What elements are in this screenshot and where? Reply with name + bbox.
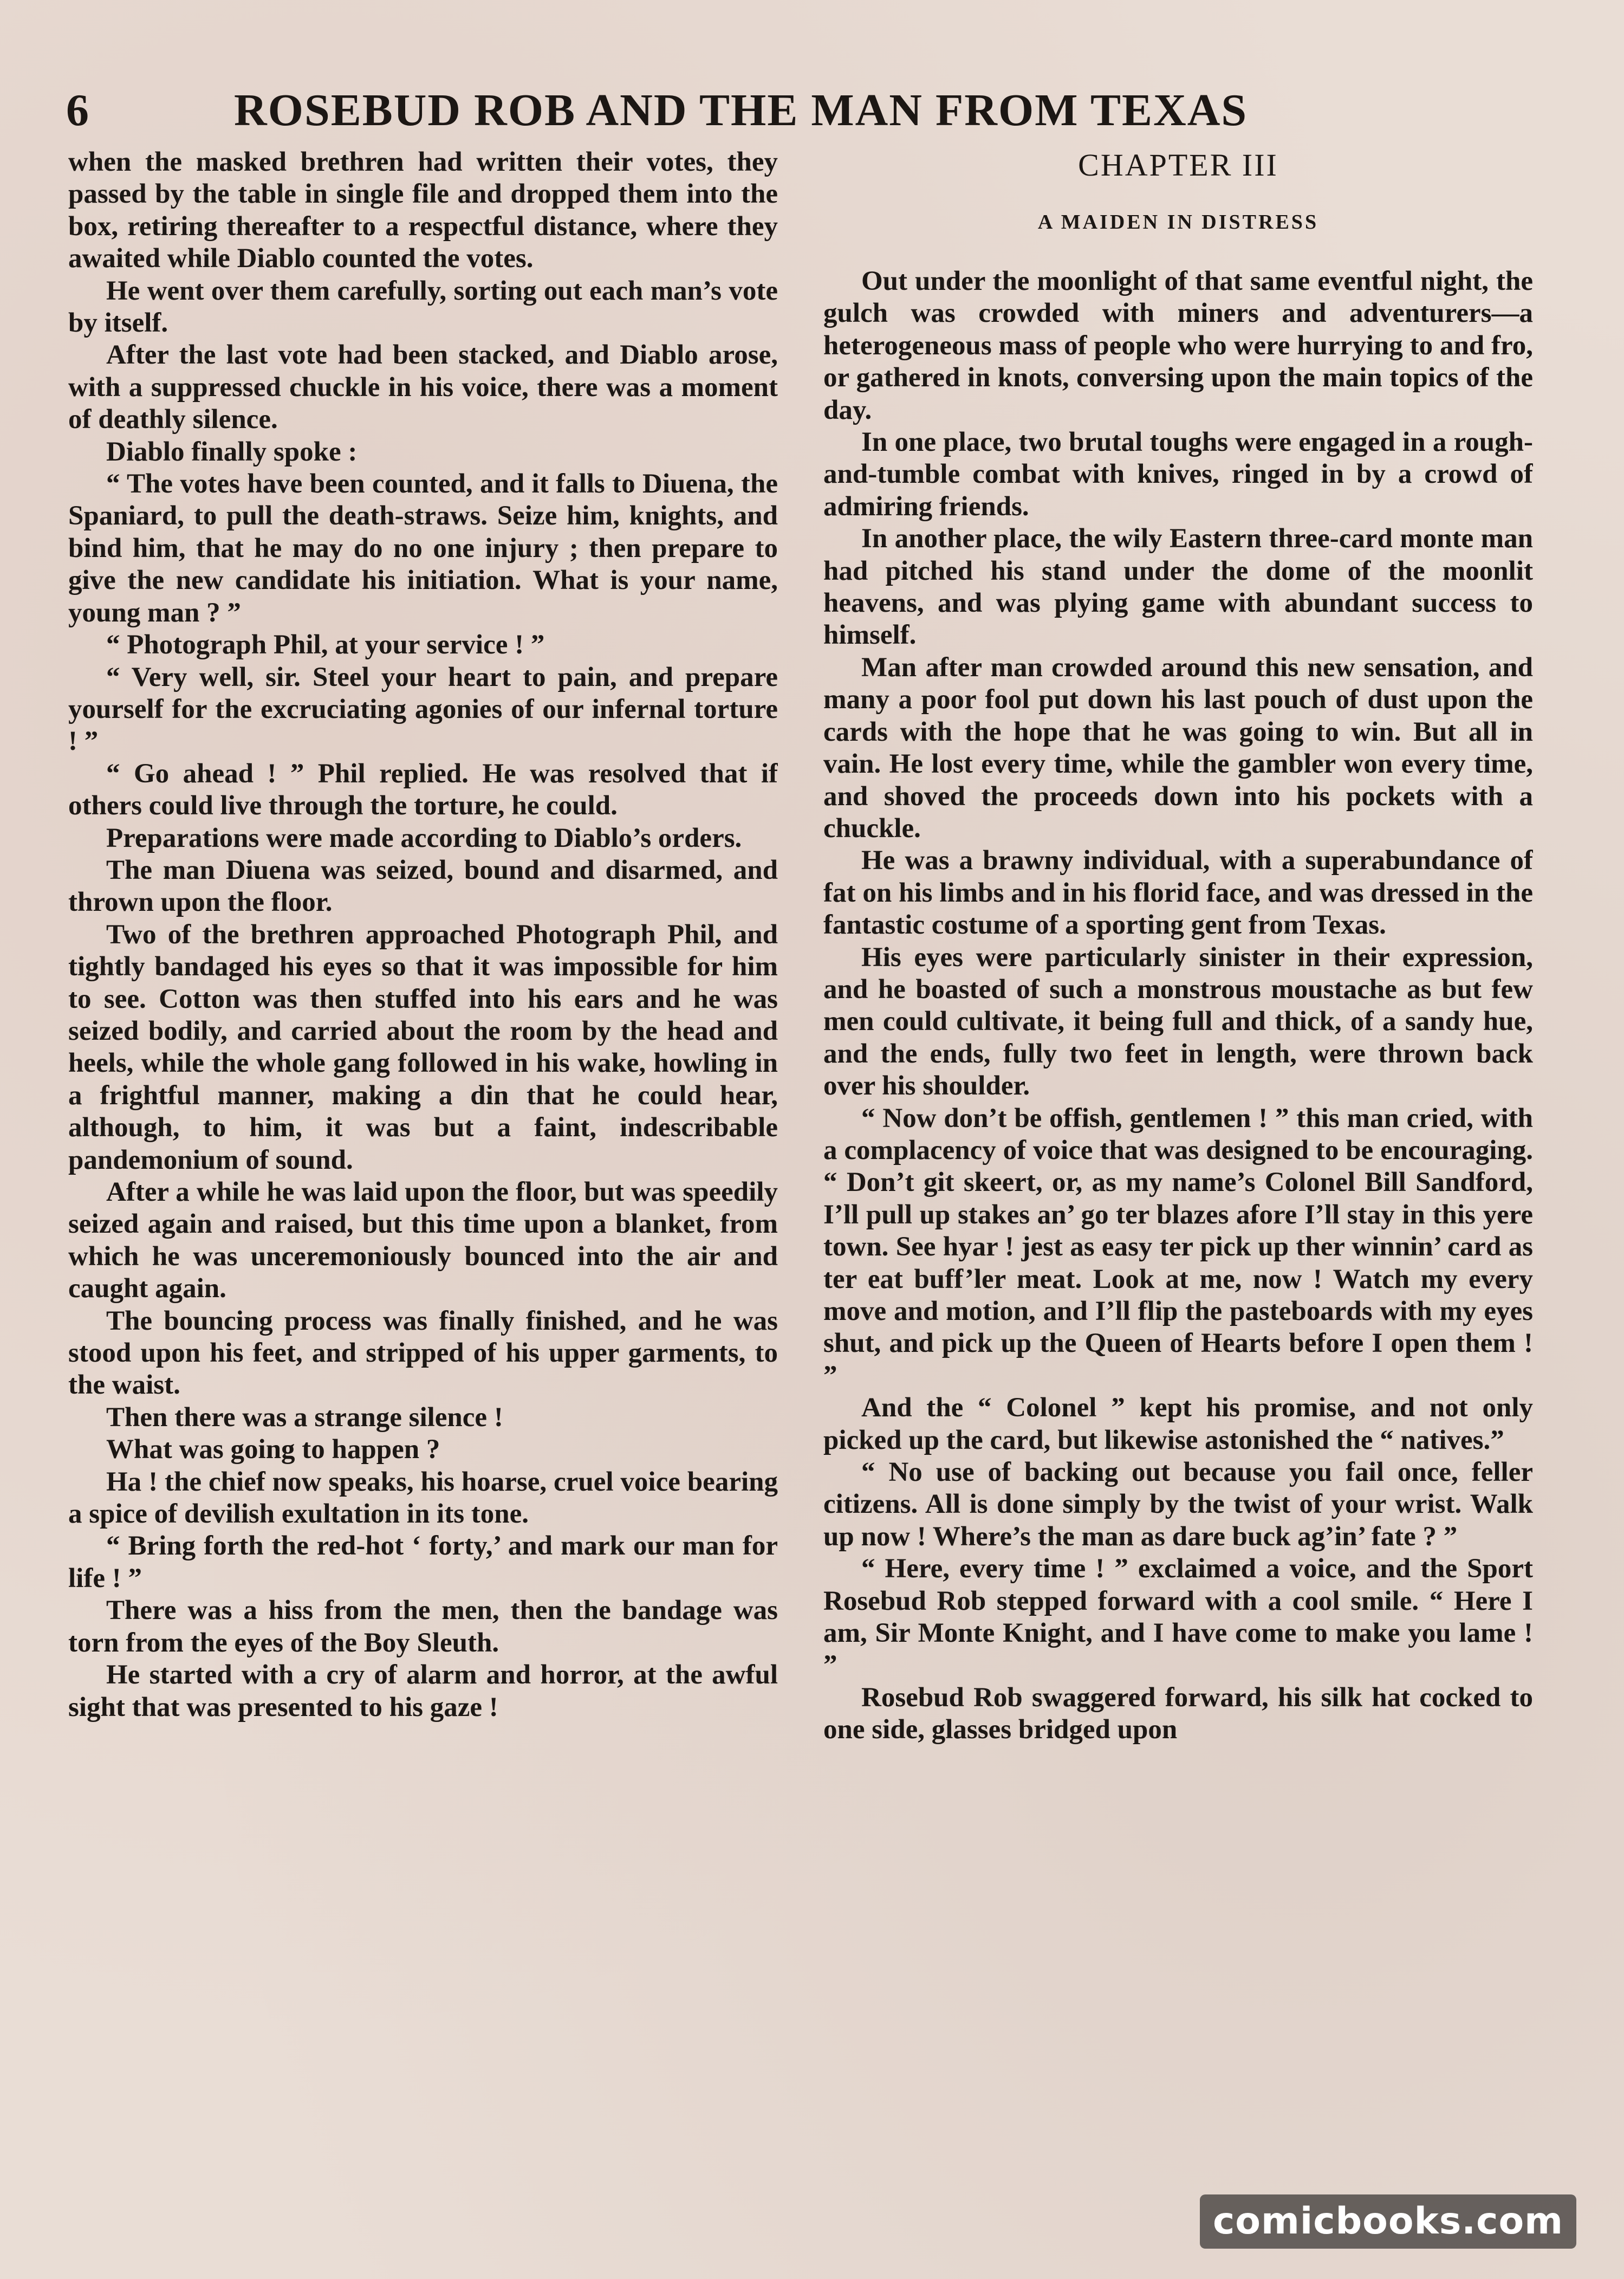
chapter-subtitle: A MAIDEN IN DISTRESS	[1037, 211, 1319, 234]
paragraph: His eyes were particularly sinister in their expression, and he boasted of such a monstrous moustache as but few men could cultivate, it being full and thick, of a sandy hue, and the ends, fully two feet in length, were thrown back over his shoulder.	[823, 942, 1533, 1102]
paragraph: After the last vote had been stacked, and Diablo arose, with a suppressed chuckle in his voice, there was a moment of deathly silence.	[68, 340, 778, 435]
paragraph: The man Diuena was seized, bound and disarmed, and thrown upon the floor.	[68, 854, 778, 918]
paragraph: Two of the brethren approached Photograph Phil, and tightly bandaged his eyes so that it was impossible for him to see. Cotton was then stuffed into his ears and he was seized bodily, and carried about the room by the head and heels, while the whole gang followed in his wake, howling in a frightful manner, making a din that he could hear, although, to him, it was but a faint, indescribable pandemonium of sound.	[68, 919, 778, 1175]
paragraph: “ Very well, sir. Steel your heart to pain, and prepare yourself for the excruciating agonies of our infernal torture ! ”	[68, 662, 778, 757]
paragraph: He was a brawny individual, with a superabundance of fat on his limbs and in his florid face, and was dressed in the fantastic costume of a sporting gent from Texas.	[823, 845, 1533, 941]
paragraph: when the masked brethren had written their votes, they passed by the table in single file and dropped them into the box, retiring thereafter to a respectful distance, where they awaited while Diablo counted the votes.	[68, 147, 778, 274]
paragraph: Preparations were made according to Diablo’s orders.	[106, 823, 742, 853]
paragraph: Ha ! the chief now speaks, his hoarse, cruel voice bearing a spice of devilish exultation in its tone.	[68, 1466, 778, 1530]
page-number: 6	[66, 85, 90, 135]
right-column	[823, 146, 1533, 2232]
left-column	[68, 146, 778, 2232]
site-watermark: comicbooks.com	[1200, 2194, 1576, 2249]
paragraph: “ No use of backing out because you fail once, feller citizens. All is done simply by the twist of your wrist. Walk up now ! Where’s the man as dare buck ag’in’ fate ? ”	[823, 1457, 1533, 1552]
paragraph: Rosebud Rob swaggered forward, his silk hat cocked to one side, glasses bridged upon	[823, 1682, 1533, 1745]
paragraph: The bouncing process was finally finished, and he was stood upon his feet, and stripped of his upper garments, to the waist.	[68, 1305, 778, 1401]
paragraph: Diablo finally spoke :	[106, 436, 358, 467]
paragraph: Man after man crowded around this new sensation, and many a poor fool put down his last pouch of dust upon the cards with the hope that he was going to win. But all in vain. He lost every time, while the gambler won every time, and shoved the proceeds down into his pockets with a chuckle.	[823, 652, 1533, 844]
paragraph: “ The votes have been counted, and it falls to Diuena, the Spaniard, to pull the death-straws. Seize him, knights, and bind him, that he may do no one injury ; then prepare to give the new candidate his initiation. What is your name, young man ? ”	[68, 469, 778, 628]
paragraph: Then there was a strange silence !	[106, 1402, 503, 1433]
paragraph: In another place, the wily Eastern three-card monte man had pitched his stand under the dome of the moonlit heavens, and was plying game with abundant success to himself.	[823, 523, 1533, 651]
chapter-heading: CHAPTER III	[1078, 147, 1278, 183]
paragraph: “ Now don’t be offish, gentlemen ! ” this man cried, with a complacency of voice that was designed to be encouraging. “ Don’t git skeert, or, as my name’s Colonel Bill Sandford, I’ll pull up stakes an’ go ter blazes afore I’ll stay in this yere town. See hyar ! jest as easy ter pick up ther winnin’ card as ter eat buff’ler meat. Look at me, now ! Watch my every move and motion, and I’ll flip the pasteboards with my eyes shut, and pick up the Queen of Hearts before I open them ! ”	[823, 1103, 1533, 1391]
paragraph: “ Photograph Phil, at your service ! ”	[106, 630, 545, 661]
running-title: ROSEBUD ROB AND THE MAN FROM TEXAS	[234, 85, 1248, 135]
paragraph: In one place, two brutal toughs were engaged in a rough-and-tumble combat with knives, ringed in by a crowd of admiring friends.	[823, 427, 1533, 522]
paragraph: Out under the moonlight of that same eventful night, the gulch was crowded with miners and adventurers—a heterogeneous mass of people who were hurrying to and fro, or gathered in knots, conversing upon the main topics of the day.	[823, 266, 1533, 425]
paragraph: There was a hiss from the men, then the bandage was torn from the eyes of the Boy Sleuth.	[68, 1595, 778, 1658]
paragraph: He went over them carefully, sorting out each man’s vote by itself.	[68, 275, 778, 339]
page-header	[66, 84, 1344, 144]
paragraph: And the “ Colonel ” kept his promise, and not only picked up the card, but likewise astonished the “ natives.”	[823, 1393, 1533, 1455]
paragraph: “ Here, every time ! ” exclaimed a voice, and the Sport Rosebud Rob stepped forward with a cool smile. “ Here I am, Sir Monte Knight, and I have come to make you lame ! ”	[823, 1553, 1533, 1681]
paragraph: “ Bring forth the red-hot ‘ forty,’ and mark our man for life ! ”	[68, 1531, 778, 1594]
paragraph: “ Go ahead ! ” Phil replied. He was resolved that if others could live through the torture, he could.	[68, 758, 778, 821]
paragraph: He started with a cry of alarm and horror, at the awful sight that was presented to his gaze !	[68, 1660, 778, 1723]
paragraph: What was going to happen ?	[106, 1434, 440, 1465]
paragraph: After a while he was laid upon the floor, but was speedily seized again and raised, but this time upon a blanket, from which he was unceremoniously bounced into the air and caught again.	[68, 1177, 778, 1304]
